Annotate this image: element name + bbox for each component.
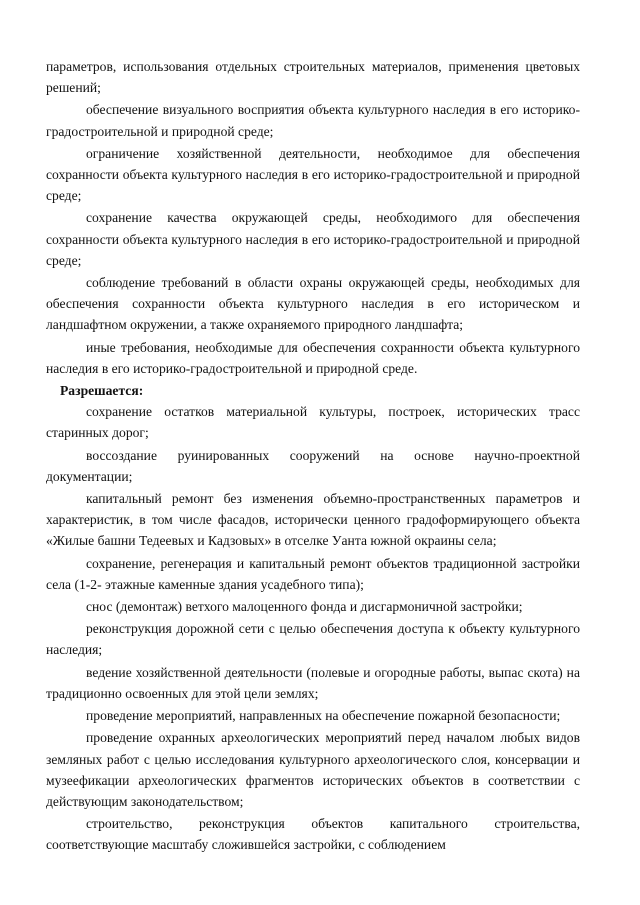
paragraph: соблюдение требований в области охраны окружающей среды, необходимых для обеспечения сохранности объекта культурного наследия в его историческом и ландшафтном окружении, а также охраняемого природного ландшафта; [46, 275, 580, 333]
paragraph: сохранение остатков материальной культуры, построек, исторических трасс старинных дорог; [46, 404, 580, 441]
paragraph: проведение мероприятий, направленных на обеспечение пожарной безопасности; [86, 708, 561, 724]
paragraph: воссоздание руинированных сооружений на основе научно-проектной документации; [46, 447, 580, 484]
paragraph: иные требования, необходимые для обеспечения сохранности объекта культурного наследия в его историко-градостроительной и природной среде. [46, 339, 580, 376]
paragraph: реконструкция дорожной сети с целью обеспечения доступа к объекту культурного наследия; [46, 621, 580, 658]
paragraph: ограничение хозяйственной деятельности, необходимое для обеспечения сохранности объекта культурного наследия в его историко-градостроительной и природной среде; [46, 145, 580, 204]
paragraph: строительство, реконструкция объектов капитального строительства, соответствующие масштабу сложившейся застройки, с соблюдением [46, 816, 580, 853]
paragraph: сохранение качества окружающей среды, необходимого для обеспечения сохранности объекта культурного наследия в его историко-градостроительной и природной среде; [46, 210, 580, 268]
section-heading: Разрешается: [60, 383, 144, 399]
paragraph: капитальный ремонт без изменения объемно-пространственных параметров и характеристик, в том числе фасадов, исторически ценного градоформирующего объекта «Жилые башни Тедеевых и Кадзовых» в отселке Уанта южной окраины села; [46, 491, 580, 549]
paragraph: сохранение, регенерация и капитальный ремонт объектов традиционной застройки села (1-2- этажные каменные здания усадебного типа); [46, 555, 580, 592]
paragraph: обеспечение визуального восприятия объекта культурного наследия в его историко-градостроительной и природной среде; [46, 102, 580, 139]
document-page [46, 56, 580, 857]
paragraph-continuation: параметров, использования отдельных строительных материалов, применения цветовых решений; [46, 59, 580, 96]
paragraph: снос (демонтаж) ветхого малоценного фонда и дисгармоничной застройки; [86, 599, 523, 615]
paragraph: ведение хозяйственной деятельности (полевые и огородные работы, выпас скота) на традиционно освоенных для этой цели землях; [46, 664, 580, 701]
paragraph: проведение охранных археологических мероприятий перед началом любых видов земляных работ с целью исследования культурного археологического слоя, консервации и музеефикации археологических фрагментов исторических объектов в соответствии с действующим законодательством; [46, 730, 580, 809]
